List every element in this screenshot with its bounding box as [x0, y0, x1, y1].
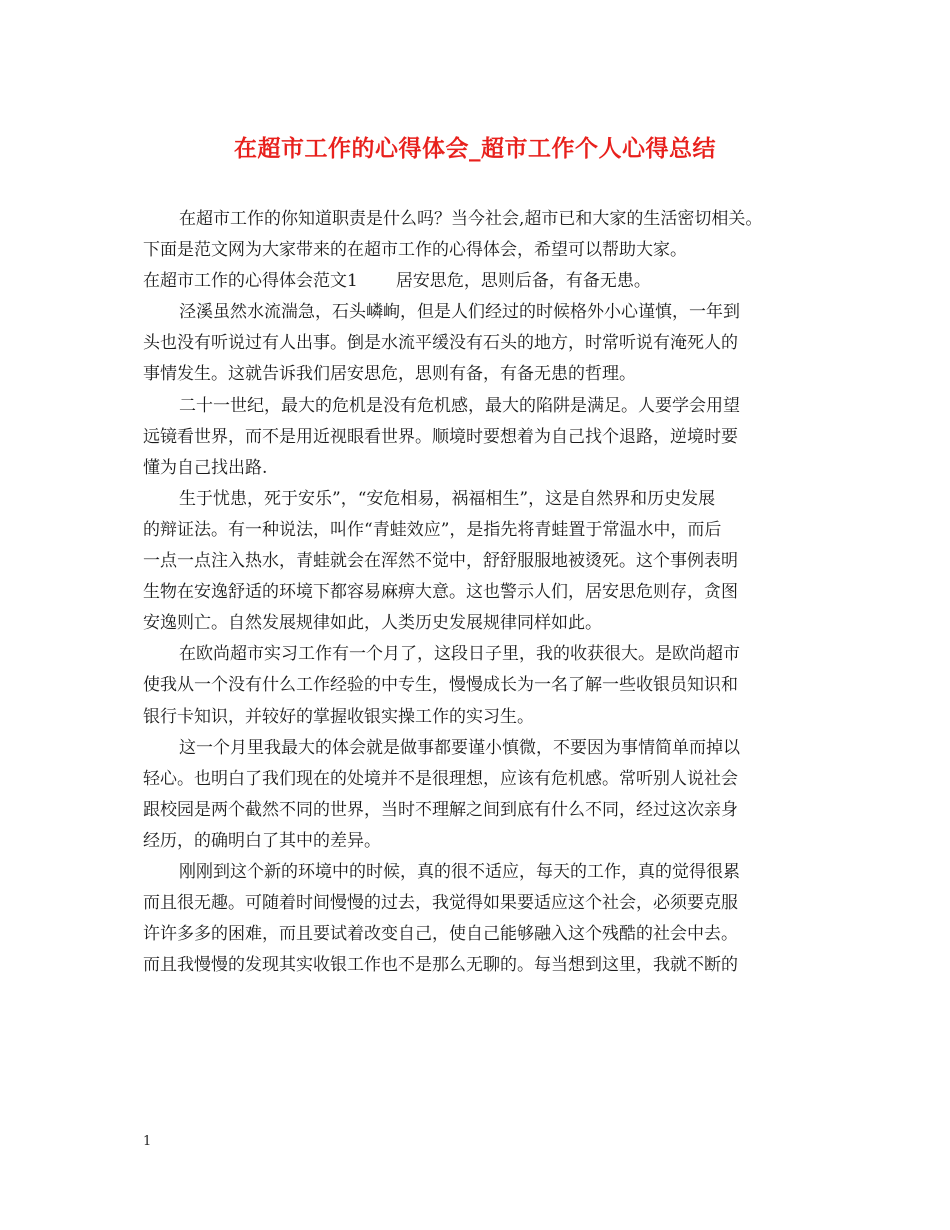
paragraph-line: 在超市工作的你知道职责是什么吗？当今社会,超市已和大家的生活密切相关。: [179, 209, 763, 229]
paragraph-line: 刚刚到这个新的环境中的时候，真的很不适应，每天的工作，真的觉得很累: [179, 861, 740, 882]
paragraph-line: 远镜看世界，而不是用近视眼看世界。顺境时要想着为自己找个退路，逆境时要: [143, 426, 738, 447]
paragraph-line: 生物在安逸舒适的环境下都容易麻痹大意。这也警示人们，居安思危则存，贪图: [143, 582, 738, 603]
paragraph-line: 银行卡知识，并较好的掌握收银实操工作的实习生。: [143, 706, 534, 727]
page-number: 1: [143, 1134, 152, 1149]
paragraph-line: 许许多多的困难，而且要试着改变自己，使自己能够融入这个残酷的社会中去。: [143, 924, 738, 945]
paragraph-line: 二十一世纪，最大的危机是没有危机感，最大的陷阱是满足。人要学会用望: [179, 395, 740, 416]
paragraph-line: 经历，的确明白了其中的差异。: [143, 830, 381, 851]
paragraph-line: 而且很无趣。可随着时间慢慢的过去，我觉得如果要适应这个社会，必须要克服: [143, 893, 738, 914]
paragraph-line: 跟校园是两个截然不同的世界，当时不理解之间到底有什么不同，经过这次亲身: [143, 799, 738, 820]
paragraph-line: 轻心。也明白了我们现在的处境并不是很理想，应该有危机感。常听别人说社会: [143, 768, 738, 789]
sample-heading: 在超市工作的心得体会范文1: [143, 271, 358, 292]
paragraph-line: 这一个月里我最大的体会就是做事都要谨小慎微，不要因为事情简单而掉以: [179, 737, 740, 758]
document-body: [143, 204, 833, 981]
paragraph-line: 泾溪虽然水流湍急，石头嶙峋，但是人们经过的时候格外小心谨慎，一年到: [179, 302, 740, 323]
paragraph-line: 在欧尚超市实习工作有一个月了，这段日子里，我的收获很大。是欧尚超市: [179, 644, 740, 665]
paragraph-line: 下面是范文网为大家带来的在超市工作的心得体会，希望可以帮助大家。: [143, 240, 687, 261]
paragraph-line: 懂为自己找出路.: [143, 457, 268, 478]
paragraph-line: 而且我慢慢的发现其实收银工作也不是那么无聊的。每当想到这里，我就不断的: [143, 955, 738, 976]
document-title: 在超市工作的心得体会_超市工作个人心得总结: [234, 135, 716, 162]
paragraph-line: 头也没有听说过有人出事。倒是水流平缓没有石头的地方，时常听说有淹死人的: [143, 333, 738, 354]
paragraph-line: [143, 266, 833, 297]
paragraph-line: 事情发生。这就告诉我们居安思危，思则有备，有备无患的哲理。: [143, 364, 636, 385]
paragraph-line: 的辩证法。有一种说法，叫作“青蛙效应”，是指先将青蛙置于常温水中，而后: [143, 519, 722, 540]
sample-subtitle: 居安思危，思则后备，有备无患。: [395, 271, 651, 292]
paragraph-line: 一点一点注入热水，青蛙就会在浑然不觉中，舒舒服服地被烫死。这个事例表明: [143, 551, 738, 572]
paragraph-line: 生于忧患，死于安乐”，“安危相易，祸福相生”，这是自然界和历史发展: [179, 488, 716, 509]
paragraph-line: 使我从一个没有什么工作经验的中专生，慢慢成长为一名了解一些收银员知识和: [143, 675, 738, 696]
paragraph-line: 安逸则亡。自然发展规律如此，人类历史发展规律同样如此。: [143, 613, 602, 634]
